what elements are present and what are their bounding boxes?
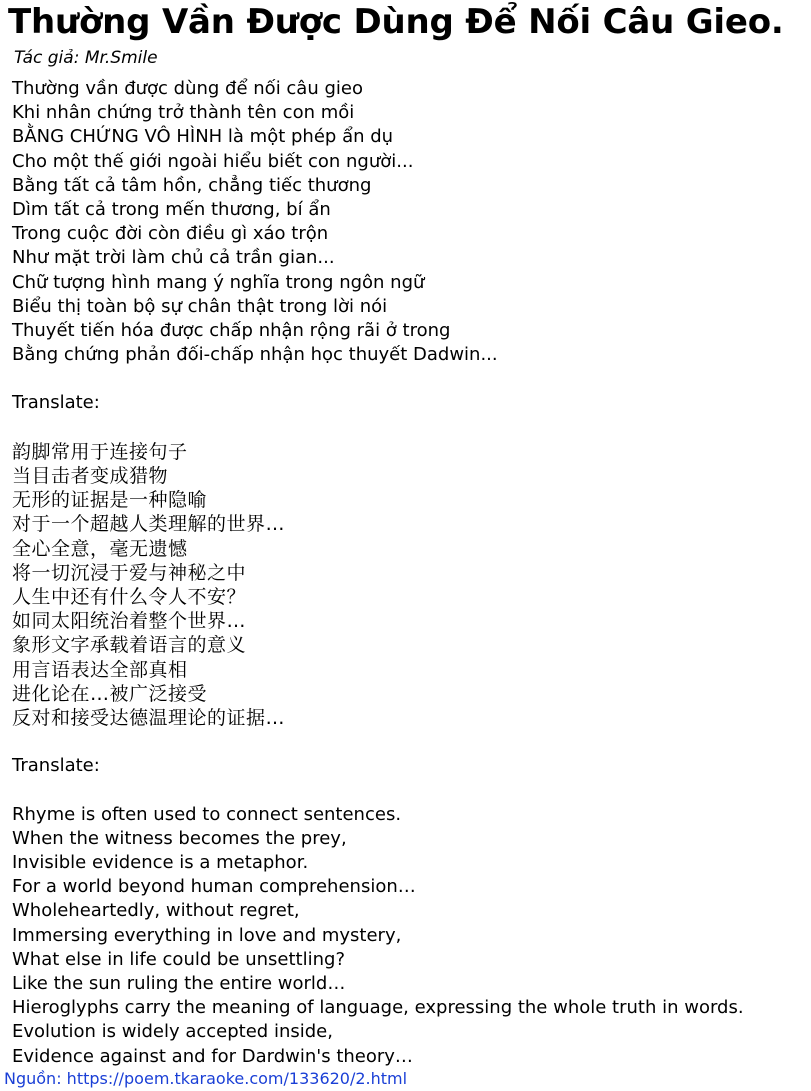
poem-line-zh: 将一切沉浸于爱与神秘之中 [12,561,247,584]
poem-line-zh: 韵脚常用于连接句子 [12,440,188,463]
poem-line-en: Evolution is widely accepted inside, [12,1021,333,1043]
poem-line-vi: BẰNG CHỨNG VÔ HÌNH là một phép ẩn dụ [12,126,394,148]
poem-line-en: Rhyme is often used to connect sentences. [12,803,402,825]
translate-label: Translate: [12,755,100,777]
poem-line-vi: Thuyết tiến hóa được chấp nhận rộng rãi ở trong [12,319,451,341]
poem-line-vi: Thường vần được dùng để nối câu gieo [12,78,363,99]
poem-line-zh: 反对和接受达德温理论的证据… [12,706,286,729]
poem-line-vi: Như mặt trời làm chủ cả trần gian... [12,247,335,269]
poem-line-vi: Bằng chứng phản đối-chấp nhận học thuyết Dadwin... [12,344,498,366]
poem-line-zh: 如同太阳统治着整个世界… [12,610,247,633]
poem-line-en: Hieroglyphs carry the meaning of language, expressing the whole truth in words. [12,997,744,1019]
translate-label: Translate: [12,392,100,414]
poem-line-vi: Cho một thế giới ngoài hiểu biết con người... [12,150,414,172]
poem-line-zh: 无形的证据是一种隐喻 [12,489,208,512]
poem-line-en: When the witness becomes the prey, [12,827,347,849]
poem-line-en: For a world beyond human comprehension… [12,876,416,898]
poem-line-zh: 象形文字承载着语言的意义 [12,634,247,657]
poem-line-vi: Dìm tất cả trong mến thương, bí ẩn [12,198,331,220]
poem-line-vi: Trong cuộc đời còn điều gì xáo trộn [12,223,329,245]
poem-line-zh: 当目击者变成猎物 [12,465,169,487]
poem-vietnamese [12,77,807,367]
poem-line-zh: 进化论在…被广泛接受 [12,682,208,705]
poem-title: Thường Vần Được Dùng Để Nối Câu Gieo. [8,2,784,42]
poem-line-zh: 对于一个超越人类理解的世界… [12,513,286,536]
poem-line-en: Invisible evidence is a metaphor. [12,852,309,873]
poem-line-vi: Bằng tất cả tâm hồn, chẳng tiếc thương [12,174,372,196]
poem-line-en: Wholeheartedly, without regret, [12,900,300,922]
poem-line-vi: Khi nhân chứng trở thành tên con mồi [12,102,355,124]
source-link[interactable]: Nguồn: https://poem.tkaraoke.com/133620/2.html [4,1069,408,1088]
poem-line-zh: 人生中还有什么令人不安？ [12,585,247,608]
poem-line-en: What else in life could be unsettling? [12,948,345,970]
poem-chinese [12,440,807,730]
poem-line-en: Like the sun ruling the entire world… [12,972,346,994]
poem-content [12,77,807,1069]
poem-line-vi: Biểu thị toàn bộ sự chân thật trong lời nói [12,295,388,317]
stanza-spacer [12,778,807,802]
poem-line-zh: 全心全意，毫无遗憾 [12,537,188,560]
poem-author: Tác giả: Mr.Smile [14,48,158,68]
poem-line-en: Immersing everything in love and mystery, [12,924,402,946]
poem-line-en: Evidence against and for Dardwin's theory… [12,1045,413,1067]
poem-english [12,803,807,1069]
poem-line-zh: 用言语表达全部真相 [12,658,188,681]
stanza-spacer [12,730,807,754]
stanza-spacer [12,367,807,391]
stanza-spacer [12,416,807,440]
poem-line-vi: Chữ tượng hình mang ý nghĩa trong ngôn ngữ [12,271,425,293]
